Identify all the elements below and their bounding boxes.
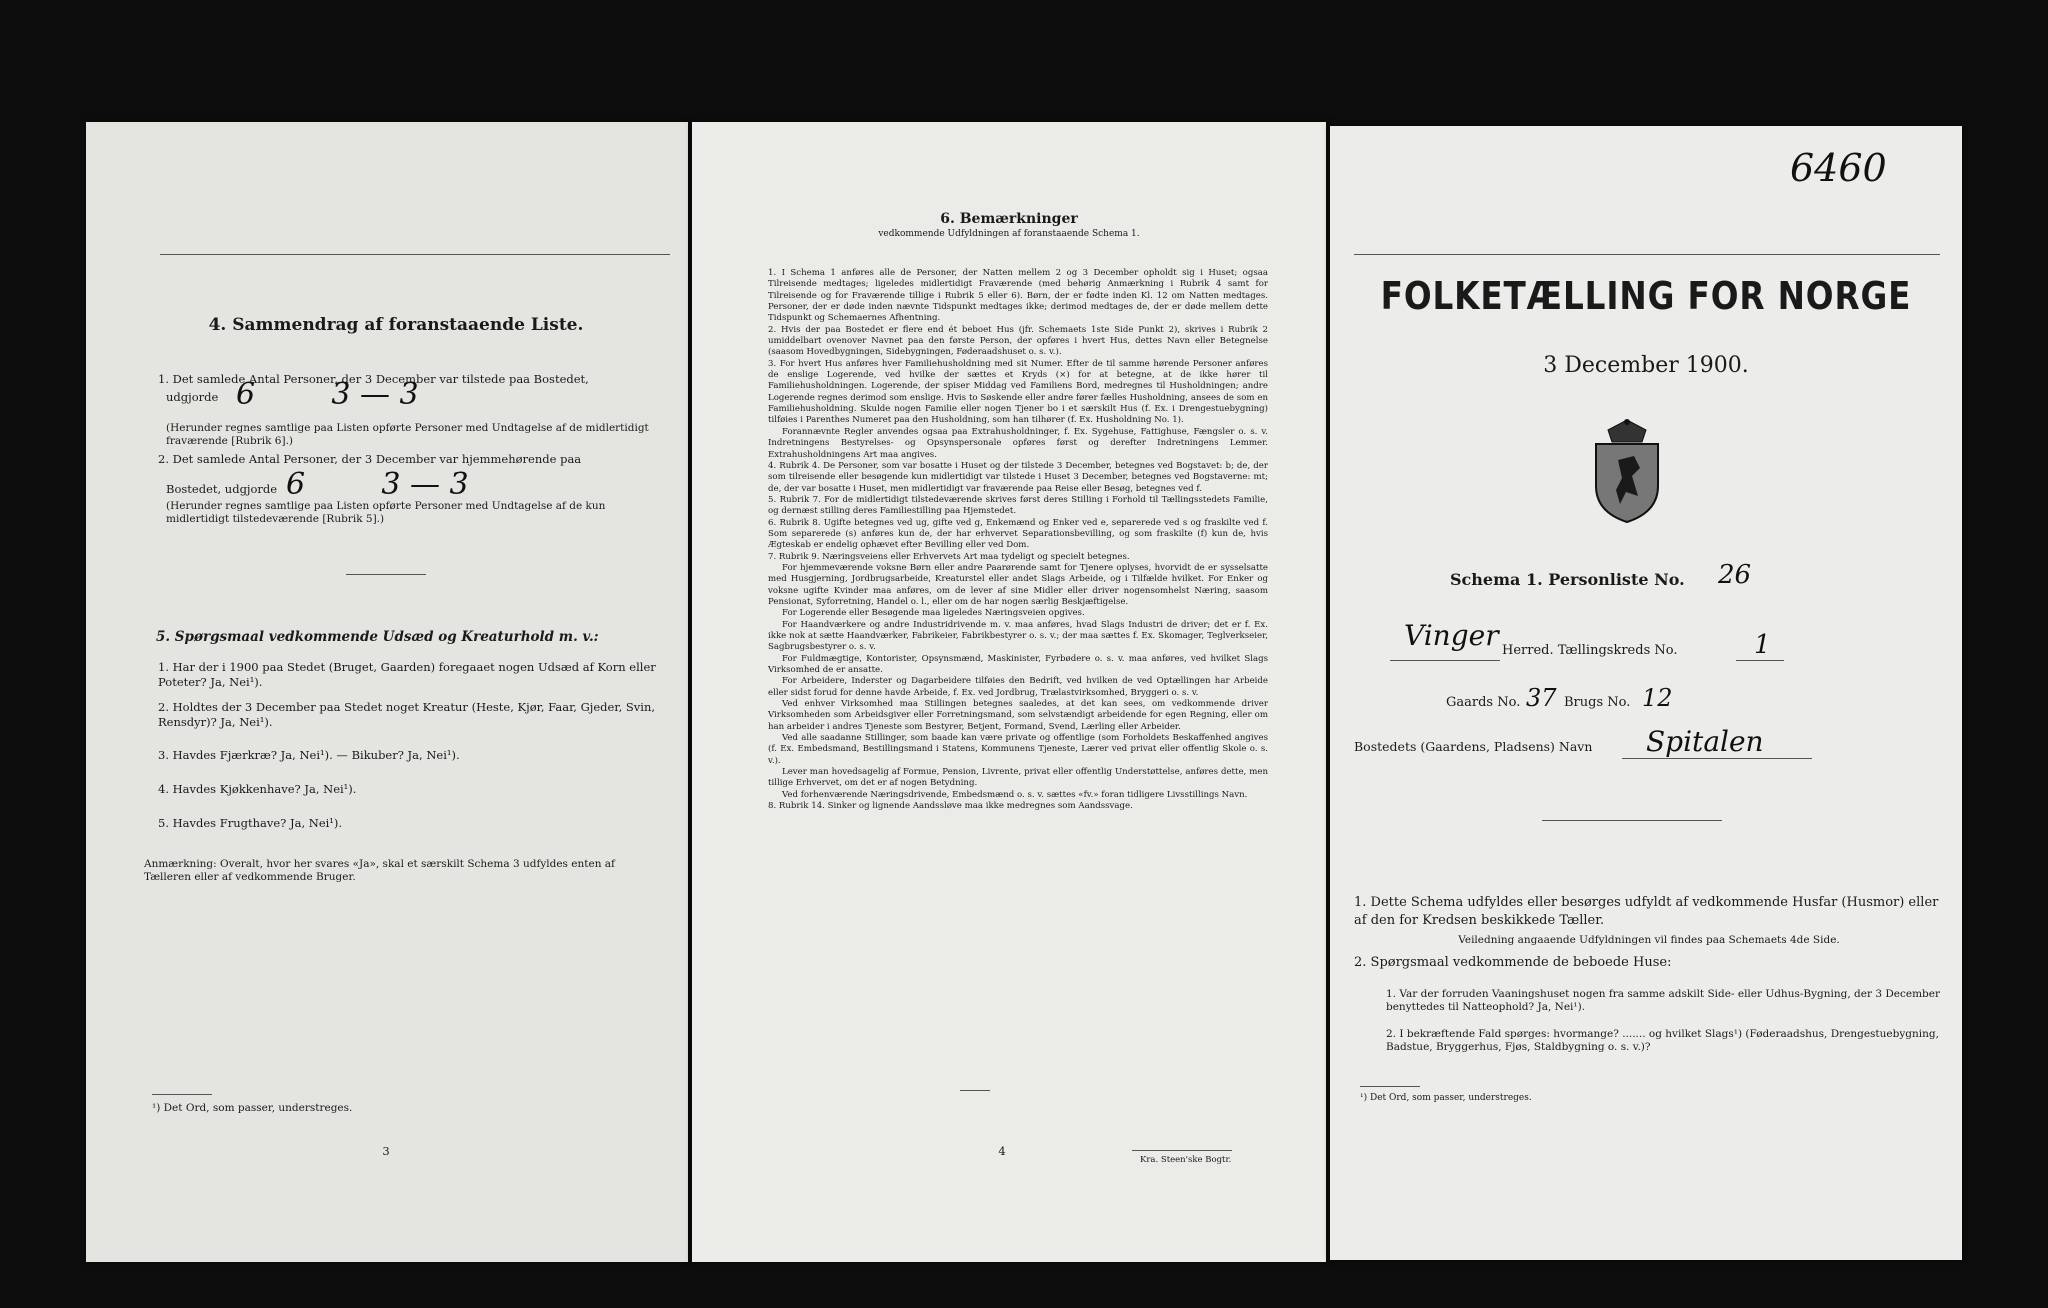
census-date: 3 December 1900. <box>1543 353 1749 378</box>
instruction-1-note: Veiledning angaaende Udfyldningen vil findes paa Schemaets 4de Side. <box>1458 934 1840 946</box>
catalog-number: 6460 <box>1790 146 1887 190</box>
schema-label: Schema 1. Personliste No. <box>1450 570 1685 589</box>
instruction-2-1: 1. Var der forruden Vaaningshuset nogen fra samme adskilt Side- eller Udhus-Bygning, der 3 December benyttedes til Natteophold? Ja, Nei¹). <box>1386 988 1940 1014</box>
instruction-2-2: 2. I bekræftende Fald spørges: hvormange? ....... og hvilket Slags¹) (Føderaadshus, Drengestuebygning, Badstue, Bryggerhus, Fjøs, Staldbygning o. s. v.)? <box>1386 1028 1939 1054</box>
remark-paragraph: For Fuldmægtige, Kontorister, Opsynsmænd, Maskinister, Fyrbødere o. s. v. maa anføres, ved hvilket Slags Virksomhed de er ansatte. <box>768 653 1268 676</box>
remark-paragraph: 3. For hvert Hus anføres hver Familiehusholdning med sit Numer. Efter de til samme hørende Personer anføres de enslige Logerende, ved hvilke der sættes et Kryds (×) for at betegne, at de ikke hører til Familiehusholdningen. Logerende, der spiser Middag ved Familiens Bord, medregnes til Husholdningen; andre Logerende regnes derimod som enslige. Hvis to Søskende eller andre fører fælles Husholdning, ansees de som en Familiehusholdning. Skulde nogen Familie eller nogen Tjener bo i et særskilt Hus (f. Ex. i Drengestuebygning) tilføies i Parenthes Numeret paa den Husholdning, som han tilhører (f. Ex. Husholdning No. 1). <box>768 358 1268 426</box>
herred-label: Herred. Tællingskreds No. <box>1502 643 1678 658</box>
remark-paragraph: Forannævnte Regler anvendes ogsaa paa Extrahusholdninger, f. Ex. Sygehuse, Fattighuse, Fængsler o. s. v. Indretningens Bestyrelses- og Opsynspersonale opføres først og derefter Indretningens Lemmer. Extrahusholdningens Art maa angives. <box>768 426 1268 460</box>
remark-paragraph: Lever man hovedsagelig af Formue, Pension, Livrente, privat eller offentlig Understøttelse, anføres dette, men tillige Erhvervet, om det er af nogen Betydning. <box>768 767 1268 789</box>
footnote-rule <box>1360 1086 1420 1087</box>
item2-text: 2. Det samlede Antal Personer, der 3 December var hjemmehørende paa <box>158 452 582 466</box>
ornament-rule <box>1542 820 1722 821</box>
remark-paragraph: Ved forhenværende Næringsdrivende, Embedsmænd o. s. v. sættes «fv.» foran tidligere Livsstillings Navn. <box>782 789 1248 800</box>
remark-paragraph: Ved alle saadanne Stillinger, som baade kan være private og offentlige (som Forholdets Beskaffenhed angives (f. Ex. Embedsmand, Bestillingsmand i Statens, Kommunens Tjeneste, Lærer ved privat eller offentlig Skole o. s. v.). <box>768 733 1268 766</box>
remarks-body <box>768 268 1268 813</box>
printer-rule <box>1132 1150 1232 1151</box>
item2-handwritten: 6 3 — 3 <box>286 467 469 502</box>
item1-text: 1. Det samlede Antal Personer, der 3 December var tilstede paa Bostedet, <box>158 372 589 386</box>
footnote: ¹) Det Ord, som passer, understreges. <box>152 1102 353 1114</box>
herred-underline <box>1390 660 1500 661</box>
question-3: 3. Havdes Fjærkræ? Ja, Nei¹). — Bikuber? Ja, Nei¹). <box>158 748 460 762</box>
instruction-1: 1. Dette Schema udfyldes eller besørges udfyldt af vedkommende Husfar (Husmor) eller af den for Kredsen beskikkede Tæller. <box>1354 895 1939 928</box>
remark: Anmærkning: Overalt, hvor her svares «Ja», skal et særskilt Schema 3 udfyldes enten af Tælleren eller af vedkommende Bruger. <box>144 858 615 884</box>
norway-coat-of-arms-icon <box>1586 416 1668 526</box>
gaards-number: 37 <box>1526 684 1557 712</box>
remarks-subtitle: vedkommende Udfyldningen af foranstaaende Schema 1. <box>878 229 1140 239</box>
printer-mark: Kra. Steen'ske Bogtr. <box>1140 1155 1232 1165</box>
remark-paragraph: 8. Rubrik 14. Sinker og lignende Aandssløve maa ikke medregnes som Aandssvage. <box>768 801 1133 812</box>
page-number: 3 <box>382 1144 390 1158</box>
census-title: FOLKETÆLLING FOR NORGE <box>1380 274 1912 318</box>
page-title <box>1330 126 1962 1260</box>
item1-label: udgjorde <box>166 390 219 404</box>
instruction-2: 2. Spørgsmaal vedkommende de beboede Huse: <box>1354 955 1672 970</box>
question-4: 4. Havdes Kjøkkenhave? Ja, Nei¹). <box>158 782 357 796</box>
kreds-number: 1 <box>1754 630 1771 660</box>
remark-paragraph: Ved enhver Virksomhed maa Stillingen betegnes saaledes, at det kan sees, om vedkommende driver Virksomheden som Arbeidsgiver eller Forretningsmand, som selvstændigt arbeidende for egen Regning, eller om han arbeider i andres Tjeneste som Bestyrer, Betjent, Formand, Svend, Lærling eller Arbeider. <box>768 699 1268 732</box>
remark-paragraph: 4. Rubrik 4. De Personer, som var bosatte i Huset og der tilstede 3 December, betegnes ved Bogstavet: b; de, der som tilreisende eller besøgende kun midlertidigt var tilstede i Huset 3 December, betegnes ved Bogstaverne: mt; de, der var bosatte i Huset, men midlertidigt var fraværende paa Reise eller Besøg, betegnes ved f. <box>768 460 1268 494</box>
question-2: 2. Holdtes der 3 December paa Stedet noget Kreatur (Heste, Kjør, Faar, Gjeder, Svin, Rensdyr)? Ja, Nei¹). <box>158 700 656 729</box>
schema-number: 26 <box>1718 560 1752 590</box>
remark-paragraph: For Arbeidere, Inderster og Dagarbeidere tilføies den Bedrift, ved hvilken de ved Optællingen har Arbeide eller sidst forud for denne havde Arbeide, f. Ex. ved Jordbrug, Trælastvirksomhed, Bryggeri o. s. v. <box>768 676 1268 698</box>
page-number: 4 <box>998 1144 1006 1158</box>
remark-paragraph: 1. I Schema 1 anføres alle de Personer, der Natten mellem 2 og 3 December opholdt sig i Huset; ogsaa Tilreisende medtages; ligeledes midlertidigt Fraværende (med behørig Anmærkning i Rubrik 4 samt for Tilreisende og for Fraværende tillige i Rubrik 5 eller 6). Børn, der er fødte inden Kl. 12 om Natten medtages. Personer, der er døde inden nævnte Tidspunkt medtages ikke; derimod medtages de, der er døde mellem dette Tidspunkt og Schemaernes Afhentning. <box>768 268 1268 324</box>
remarks-title: 6. Bemærkninger <box>940 211 1078 227</box>
herred-name: Vinger <box>1404 619 1499 652</box>
gaards-label: Gaards No. <box>1446 695 1521 710</box>
item1-note: (Herunder regnes samtlige paa Listen opførte Personer med Undtagelse af de midlertidigt fraværende [Rubrik 6].) <box>166 422 649 448</box>
header-rule <box>1354 254 1940 255</box>
item2-label: Bostedet, udgjorde <box>166 482 278 496</box>
page-summary <box>86 122 688 1262</box>
question-1: 1. Har der i 1900 paa Stedet (Bruget, Gaarden) foregaaet nogen Udsæd af Korn eller Poteter? Ja, Nei¹). <box>158 660 656 689</box>
bosted-underline <box>1622 758 1812 759</box>
section4-title: 4. Sammendrag af foranstaaende Liste. <box>208 315 584 335</box>
item2-note: (Herunder regnes samtlige paa Listen opførte Personer med Undtagelse af de kun midlertidigt tilstedeværende [Rubrik 5].) <box>166 500 606 526</box>
end-rule <box>960 1090 990 1091</box>
section5-title: 5. Spørgsmaal vedkommende Udsæd og Kreaturhold m. v.: <box>156 629 599 645</box>
item1-handwritten: 6 3 — 3 <box>236 377 419 412</box>
footnote-rule <box>152 1094 212 1095</box>
remark-paragraph: 6. Rubrik 8. Ugifte betegnes ved ug, gifte ved g, Enkemænd og Enker ved e, separerede ved s og fraskilte ved f. Som separerede (s) anføres kun de, der har erhvervet Separationsbevilling, og som fraskilte (f) kun de, hvis Ægteskab er endelig ophævet efter Bevilling eller ved Dom. <box>768 517 1268 551</box>
page-remarks <box>692 122 1326 1262</box>
question-5: 5. Havdes Frugthave? Ja, Nei¹). <box>158 816 343 830</box>
kreds-underline <box>1736 660 1784 661</box>
header-rule <box>160 254 670 255</box>
brugs-label: Brugs No. <box>1564 695 1631 710</box>
remark-paragraph: 5. Rubrik 7. For de midlertidigt tilstedeværende skrives først deres Stilling i Forhold til Tællingsstedets Familie, og dernæst stilling deres Familiestilling paa Hjemstedet. <box>768 494 1268 517</box>
bosted-name: Spitalen <box>1646 725 1764 758</box>
remark-paragraph: For Logerende eller Besøgende maa ligeledes Næringsveien opgives. <box>782 608 1085 619</box>
remark-paragraph: 2. Hvis der paa Bostedet er flere end ét beboet Hus (jfr. Schemaets 1ste Side Punkt 2), skrives i Rubrik 2 umiddelbart ovenover Navnet paa den første Person, der opføres i hvert Hus, dettes Navn eller Betegnelse (saasom Hovedbygningen, Sidebygningen, Føderaadshuset o. s. v.). <box>768 324 1268 358</box>
bosted-label: Bostedets (Gaardens, Pladsens) Navn <box>1354 739 1593 754</box>
remark-paragraph: For hjemmeværende voksne Børn eller andre Paarørende samt for Tjenere oplyses, hvorvidt de er sysselsatte med Husgjerning, Jordbrugsarbeide, Kreaturstel eller andet Slags Arbeide, og i Tilfælde hvilket. For Enker og voksne ugifte Kvinder maa anføres, om de lever af sine Midler eller driver nogensomhelst Næring, saasom Pensionat, Syforretning, Handel o. l., eller om de har nogen særlig Beskjæftigelse. <box>768 562 1268 607</box>
remark-paragraph: For Haandværkere og andre Industridrivende m. v. maa anføres, hvad Slags Industri de driver; det er f. Ex. ikke nok at sætte Haandværker, Fabrikeier, Fabrikbestyrer o. s. v.; der maa sættes f. Ex. Skomager, Teglverkseier, Sagbrugsbestyrer o. s. v. <box>768 619 1268 653</box>
remark-paragraph: 7. Rubrik 9. Næringsveiens eller Erhvervets Art maa tydeligt og specielt betegnes. <box>768 551 1130 562</box>
footnote: ¹) Det Ord, som passer, understreges. <box>1360 1093 1532 1103</box>
brugs-number: 12 <box>1642 684 1673 712</box>
divider <box>346 574 426 575</box>
